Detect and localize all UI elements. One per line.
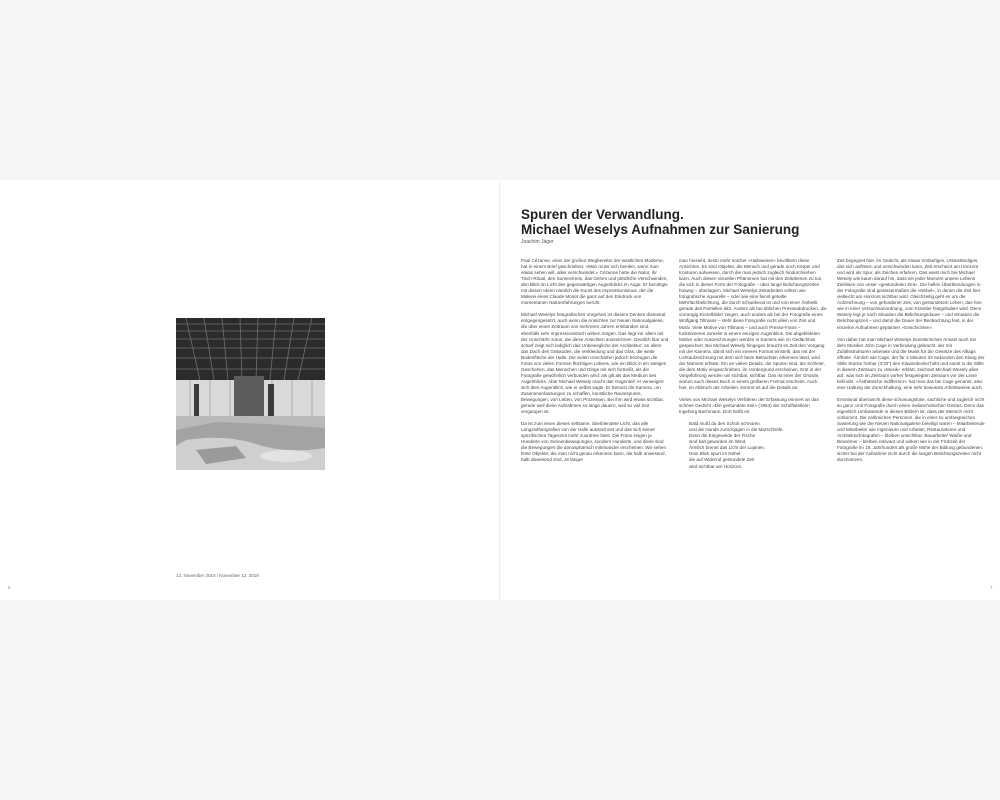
poem-line: und die Hunde zurückjagen in die Marschhöfe. <box>689 427 784 433</box>
article-title <box>521 207 981 237</box>
photo-interior-hall <box>176 318 325 470</box>
poem-line: Ärmlich brennt das Licht der Lupinen. <box>689 445 766 451</box>
book-spread <box>0 180 1000 600</box>
author-name: Joachim Jäger <box>521 239 554 245</box>
paragraph: man hinsieht, desto mehr solcher »Halbwesen« bevölkern diese Ansichten. Es sind Objekte, die Mensch und gerade noch Körper und Konturen aufweisen, durch die man jedoch zugleich hindurchsehen kann. Auch diesen visuellen Phänomen hat mit den Zeitebenen zu tun, die sich in dieser Form der Fotografie – über lange Belichtungszeiten hinweg – überlagern. Michael Weselys Zeitarbeiten wirken wie fotografische Aquarelle – oder wie eine feinst geteilte Mehrfachbelichtung, die durch schwebend ist und von einer Ästhetik gerade des Partiellen lebt. Anders als bei üblichen Presseabdrucken, die vorrangig Einzelbilder zeigen, auch anders als bei der Fotografie eines Wolfgang Tillmans – steht diese Fotografie nicht allein von Zeit und Motiv. Viele Motive von Tillmans – und auch Presse-Fotos – funktionieren zumeist in einem einzigen Augenblick. Die abgebildeten Motive oder Auszeichnungen werden in Kamera wie im Gedächtnis gespeichert. Bei Michael Wesely hingegen braucht es Zeit den Vorgang mit der Kamera, damit sich ein inneres Format einstellt, das mit der Lichtaufzeichnung mit dem sich beim Betrachten erkennen lässt, wird der Moment erfasst. Ein an vielen Details, die Spuren sind, die Schleier, die dem Motiv eingeschrieben, im Vordergrund erscheinen. Erst in der Vorgeführung werden wir sichtbar, sichtbar. Das ist einer der Gründe, warum auch dieses Buch in einem größeren Format erscheint. Auch hier, im Abbruch der Arbeiten, kommt es auf die Details an. <box>679 258 827 390</box>
title-line-2: Michael Weselys Aufnahmen zur Sanierung <box>521 222 800 237</box>
poem-line: Denn die Eingeweide der Fische <box>689 433 756 439</box>
right-page <box>500 180 1000 600</box>
poem-line: wird sichtbar am Horizont. <box>689 463 743 469</box>
poem-line: sind kalt geworden im Wind. <box>689 439 747 445</box>
poem-line: Dein Blick spurt im Nebel: <box>689 451 742 457</box>
paragraph: Vieles von Michael Weselys Verfahren der Erfassung erinnert an das schöne Gedicht »Die gestundete Zeit« (1953) der Schriftstellerin Ingeborg Bachmann. Dort heißt es: <box>679 397 819 415</box>
left-page <box>0 180 500 600</box>
article-header <box>521 207 981 245</box>
paragraph: Von daher hat man Michael Weselys künstlerischen Ansatz auch mit dem Musiker John Cage in Verbindung gebracht, der mit Zufallsstrukturen arbeitete und die Musik für die Gesetze des Alltags öffnete. Ähnlich wie Cage, der für 4 Minuten 33 Sekunden den Klang der Stille Stücke hörbar (4'33") den Klavierdeckel hebt und somit in die Stille in diesem Zeitraum zu »Musik« erklärt, zeichnet Michael Wesely alles auf, was sich im Zeitraum vorher festgelegten Zeitraum vor der Linse befindet. »Ästhetische Indifferenz« hat man das bei Cage genannt, also eine Haltung der Zurückhaltung, eine sehr bewusste Arbeitsweise auch. <box>837 336 985 390</box>
poem-line: die auf Widerruf gestundete Zeit <box>689 457 755 463</box>
poem-line: Bald mußt du den Schuh schnüren <box>689 421 760 427</box>
footer-date: 12. November 2019 / November 12, 2019 <box>176 573 259 578</box>
text-column-3 <box>837 258 985 470</box>
title-line-1: Spuren der Verwandlung. <box>521 207 684 222</box>
text-column-2 <box>679 258 827 476</box>
paragraph: Zeit begegnet hier, im Gedicht, als etwas Vorläufiges, Unbeständiges, das sich auflösen und verschwinden kann. Zeit erscheint am Horizont und wird als Spur, als Zeichen erfahren. Das weist mich bei Michael Wesely wie kaum darauf hin, dass ein jeder Moment unsere Lebens Zeitlinien von unser »gestundeten Zeit«. Die hellen Überblendungen in der Fotografie sind gewissermaßen die »Nebel«, in denen die Zeit hier vielleicht am Horizont sichtbar wird. Gleichzeitig geht es um die Aufzeichnung – von gefundener Zeit, von gestundetem Leben, das hier, wie in einer Versuchsanordnung, vom Künstler festgehalten wird. Denn Wesely legt je nach Situation die Belichtungsdauer – und Situation die Belichtungszeit – und damit die Dauer der Beobachtung fest, in der einzelne Aufnahmen geplanten »Geschichten«. <box>837 258 983 330</box>
paragraph: Da ist zum einen dieses seltsame, überblendete Licht, das alle Langzeitfotografien von der Halle auszeichnet und das sich keiner spezifischen Tageszeit mehr zuordnen lässt. Die Fotos zeigen ja Hunderte von Sonnenbewegungen, sondern Hunderte, und diese sind die Bewegungen die atmosphärisch miteinander erscheinen. Wir sehen feste Objekte, die man nicht genau erkennen kann, die halb anwesend, halb abwesend sind. Je länger <box>521 421 667 463</box>
page-number-left: 6 <box>8 585 11 590</box>
text-column-1 <box>521 258 669 470</box>
page-number-right: 7 <box>990 585 993 590</box>
paragraph: Paul Cézanne, einer der großen Wegbereiter der westlichen Moderne, hat in einem Brief geschrieben: »Man muss sich beeilen, wenn man etwas sehen will, alles verschwindet.« Cézanne hatte die Natur, ihr Tisch-Ritual, den Sonnenkreis, das Gehen und plötzliche Verschwinden, den Blick im Licht des gegenwärtigen Augenblicks im Auge. Er benötigte mit diesen Ideen nämlich die Kunst des Impressionismus, der die Malerei eines Claude Monet die ganz auf den Eindruck von momentanen Naturerfahrungen beruht. <box>521 258 668 306</box>
paragraph: Michael Weselys fotografisches Vorgehen ist diesem Denken diametral entgegengesetzt, auch wenn die Ansichten zur Neuen Nationalgalerie, die über einen Zeitraum von mehreren Jahren entstanden sind, ebenfalls sehr impressionistisch wirken mögen. Das liegt vor allem mit der Unschärfe zutun, die diese Ansichten auszeichnen. Deutlich klar und scharf zeigt sich lediglich das Unbewegliche der Architektur: an allem das Dach des Gebäudes, die Verkleidung und das Glas, die weite Bodenfläche der Halle. Die vielen Unschärfen jedoch bezeugen die Fotos von vielen Formen flüchtigen Lebens, wie ein Blick in ein stetiges Geschehen, das Menschen und Dinge mit sich fortreißt, als die Fotografie gewöhnlich verbunden wird: als gilt als das Medium des Augenblicks. Aber Michael Wesely macht das Gegenteil: er verweigert sich dem Augenblick, wie er selbst sagte. Er benutzt die Kamera, um Zusammenfassungen zu schaffen, kunstliche Raumspuren, Bewegungen, von Leben, von Prozessen. Bei ihm wird etwas sichtbar, gerade weil diese Aufnahmen so lange dauern, weil so viel Zeit vergangen ist. <box>521 312 669 415</box>
paragraph: Emotional überrascht diese schonungslose, sachliche und zugleich nicht so ganz »mit Fotografie durch einen melancholischen Gestus. Denn das eigentlich Umfassende in diesen Bildern ist, dass der Mensch nicht vorkommt. Die zahlreichen Personen, die in einer so umfangreichen Sanierung wie der Neuen Nationalgalerie beteiligt waren – Mitarbeitende und Mitarbeiter wie Ingenieure und Arbeiter, Restauratoren und Architekturfotografen – bleiben unsichtbar. Bauarbeiter Weiße und Bewohner – bleiben relevant und wirken wie in der Frühzeit der Fotografie im 19. Jahrhundert als große Mühe der Bildung gebundenen, sicher bei der Aufnahme nicht durch die langen Belichtungszeiten nicht durchsetzen. <box>837 396 985 463</box>
poem-quote <box>689 421 827 469</box>
